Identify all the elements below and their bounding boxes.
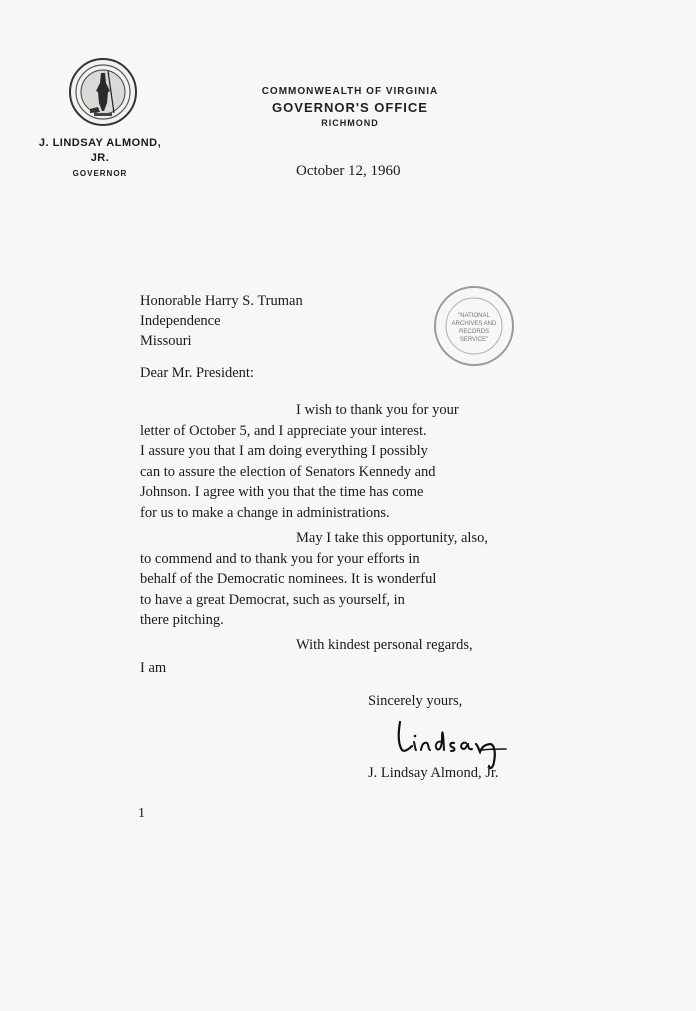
stamp-line: ARCHIVES AND [451, 321, 497, 327]
governor-name: J. LINDSAY ALMOND, JR. [38, 137, 162, 164]
governor-title: GOVERNOR [72, 169, 128, 178]
signer-name: J. Lindsay Almond, Jr. [368, 765, 499, 781]
recipient-line: Independence [140, 313, 221, 329]
paragraph-line: for us to make a change in administrations. [140, 504, 390, 521]
paragraph-line: can to assure the election of Senators Kennedy and [140, 463, 436, 480]
virginia-seal-icon [68, 57, 138, 127]
recipient-line: Honorable Harry S. Truman [140, 293, 303, 309]
handwritten-signature-icon [394, 716, 514, 772]
letterhead-city: RICHMOND [321, 118, 379, 128]
paragraph-line: I assure you that I am doing everything I possibly [140, 443, 428, 459]
paragraph-line: I wish to thank you for your [296, 402, 459, 418]
paragraph-1 [140, 400, 560, 523]
paragraph-line: to commend and to thank you for your efforts in [140, 550, 420, 567]
paragraph-2 [140, 528, 560, 631]
archives-stamp-icon [432, 284, 516, 368]
letter-date: October 12, 1960 [296, 163, 401, 179]
stamp-line: RECORDS [458, 329, 490, 335]
letterhead-commonwealth: COMMONWEALTH OF VIRGINIA [261, 86, 439, 97]
paragraph-line: to have a great Democrat, such as yourself, in [140, 591, 405, 608]
paragraph-line: letter of October 5, and I appreciate your interest. [140, 422, 427, 439]
salutation: Dear Mr. President: [140, 365, 254, 381]
i-am-line: I am [140, 660, 167, 676]
closing: Sincerely yours, [368, 693, 463, 709]
page-number: 1 [138, 806, 145, 821]
paragraph-line: behalf of the Democratic nominees. It is wonderful [140, 571, 437, 587]
recipient-line: Missouri [140, 333, 192, 349]
stamp-line: "NATIONAL [458, 313, 490, 319]
regards-line: With kindest personal regards, [296, 637, 473, 653]
governor-name-block [30, 136, 170, 181]
paragraph-line: Johnson. I agree with you that the time has come [140, 484, 424, 500]
paragraph-line: May I take this opportunity, also, [296, 530, 488, 546]
paragraph-line: there pitching. [140, 612, 224, 628]
stamp-line: SERVICE" [459, 337, 489, 343]
recipient-address [140, 291, 303, 351]
letterhead-office: GOVERNOR'S OFFICE [272, 100, 428, 115]
letterhead-header [230, 86, 470, 128]
